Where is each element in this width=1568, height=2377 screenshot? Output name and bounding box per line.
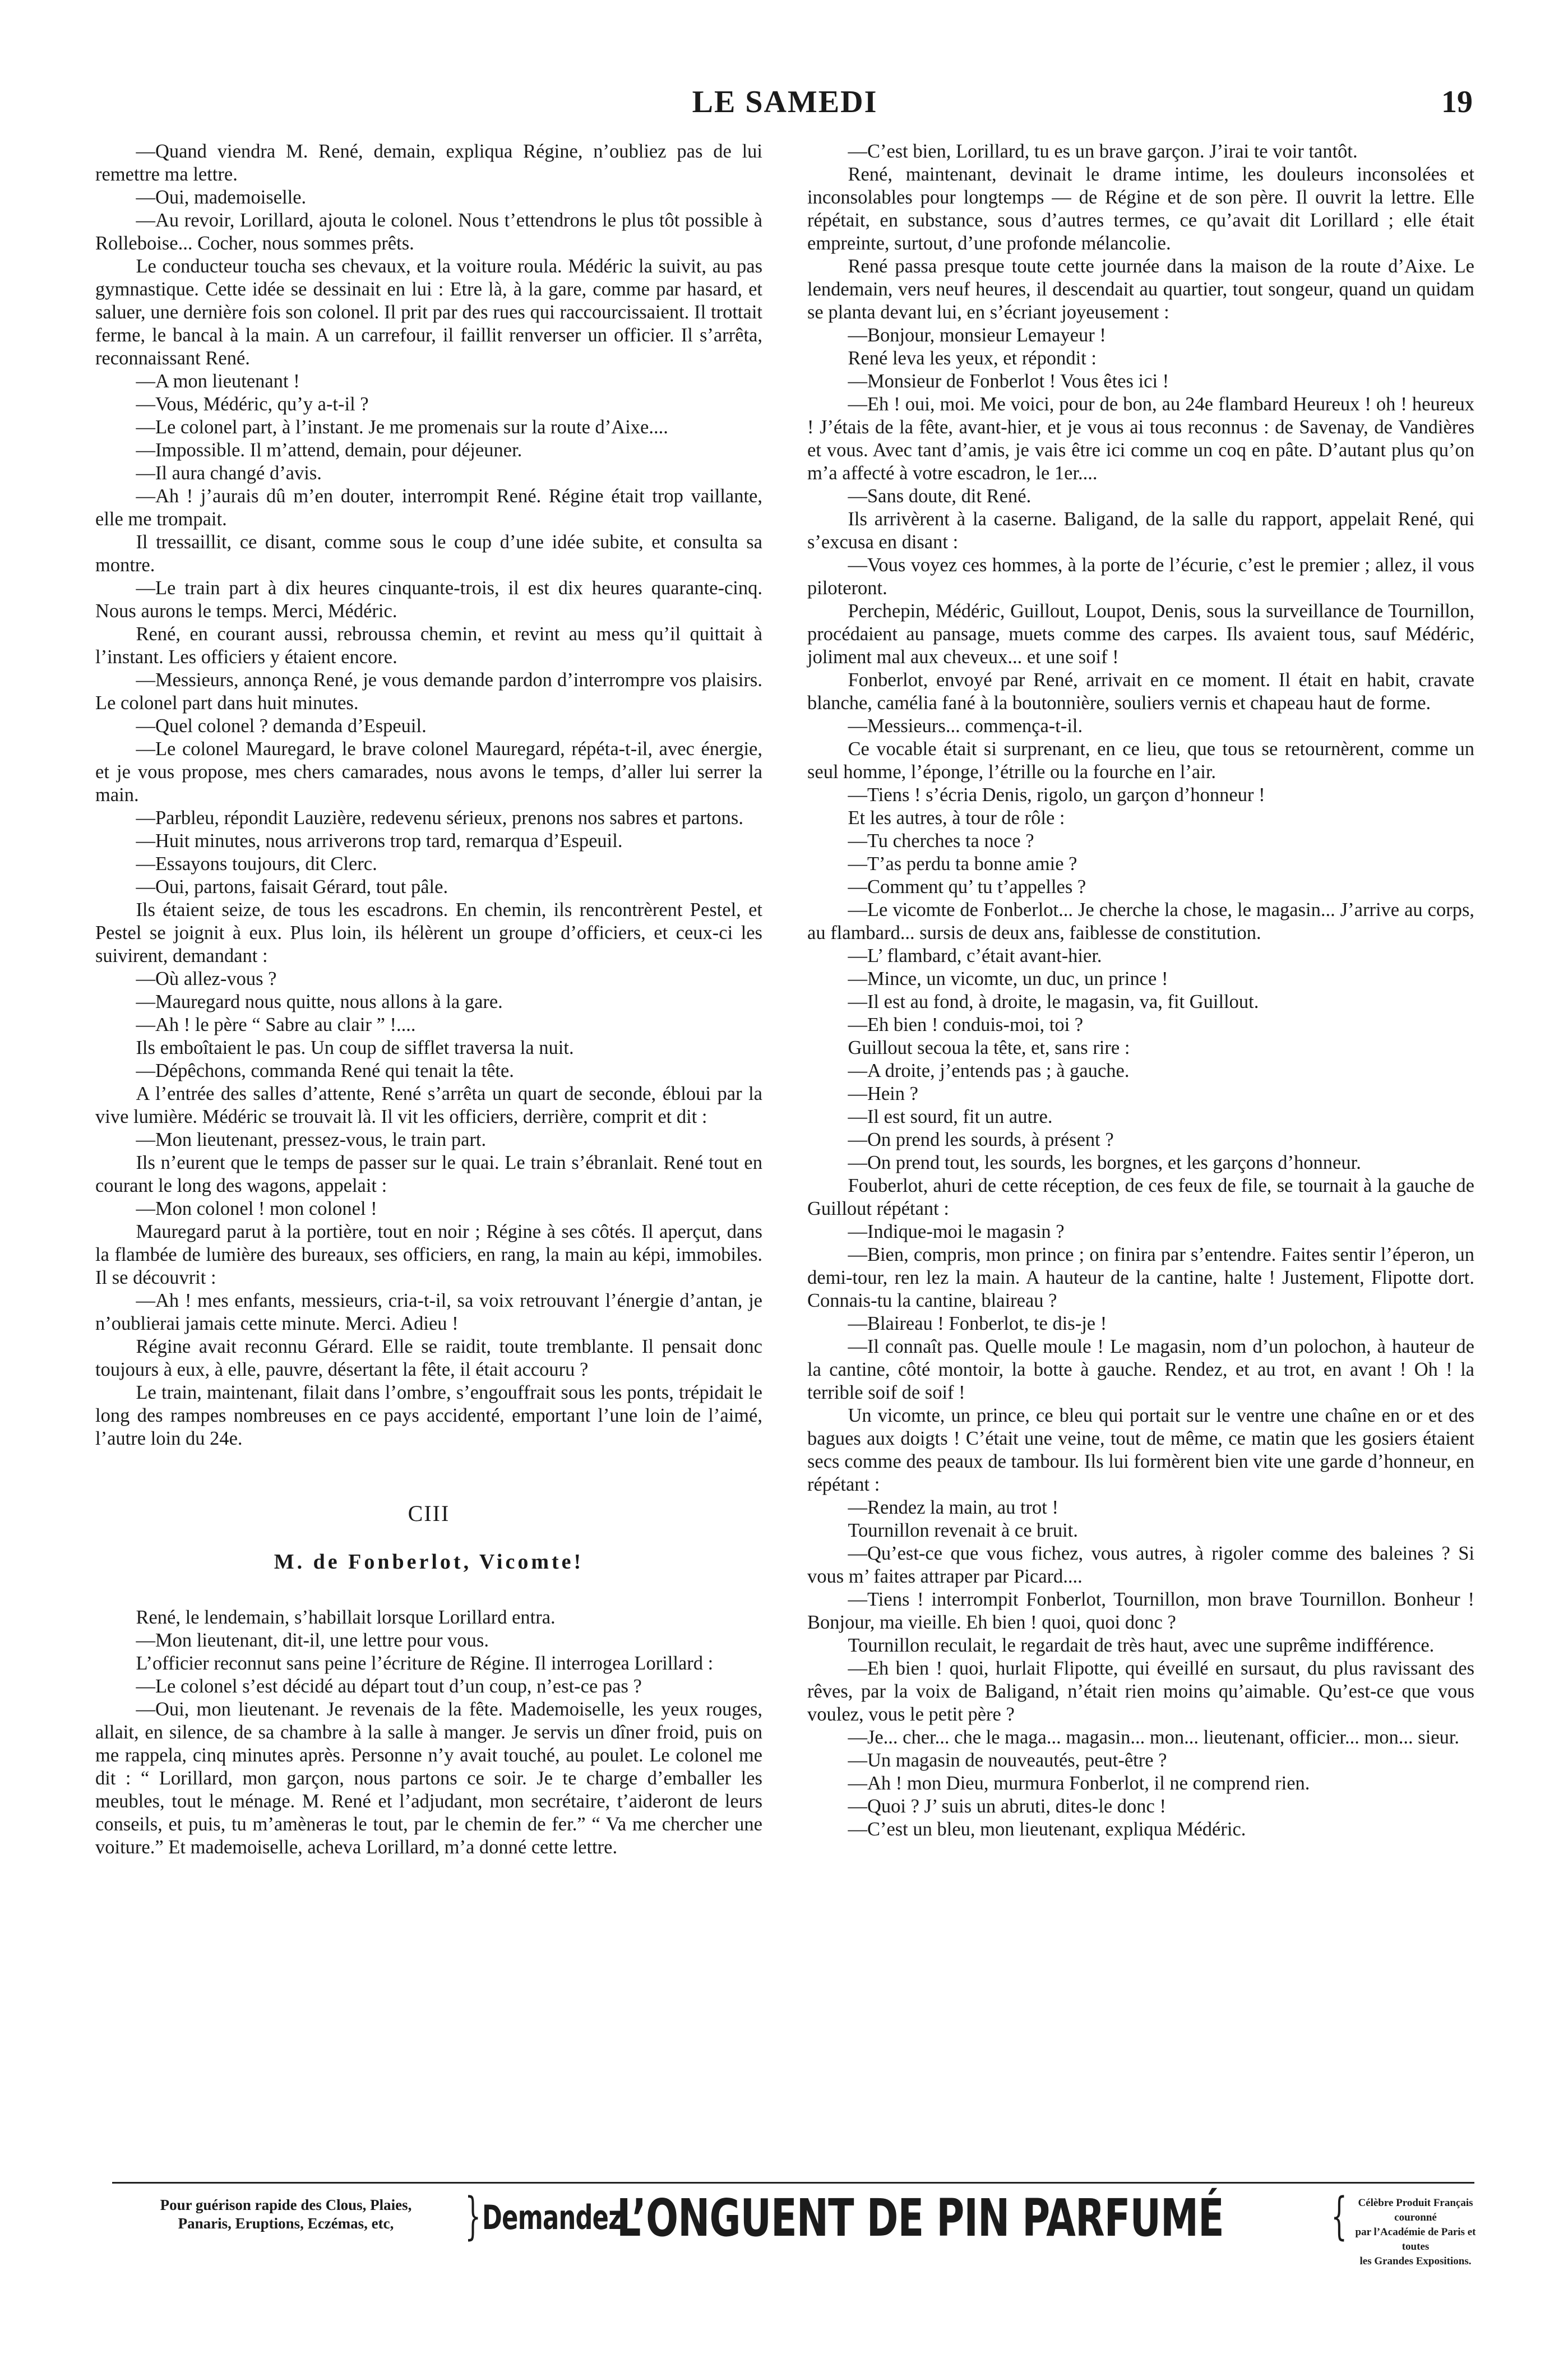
paragraph: —Quoi ? J’ suis un abruti, dites-le donc ! bbox=[848, 1796, 1166, 1817]
paragraph: Et les autres, à tour de rôle : bbox=[848, 807, 1065, 829]
advert-left-line: Pour guérison rapide des Clous, Plaies, bbox=[160, 2196, 412, 2213]
paragraph: —Eh ! oui, moi. Me voici, pour de bon, au 24e flambard Heureux ! oh ! heureux ! J’étais de la fête, avant-hier, et je vous ai tous reconnus : de Savenay, de Vandières et vous. Avec tant d’amis, je vais être ici comme un coq en pâte. D’autant plus qu’on m’a affecté à votre escadron, le 1er.... bbox=[807, 394, 1474, 484]
paragraph: —Mon lieutenant, pressez-vous, le train part. bbox=[136, 1129, 487, 1150]
paragraph: —Ah ! mes enfants, messieurs, cria-t-il, sa voix retrouvant l’énergie d’antan, je n’oublierai jamais cette minute. Merci. Adieu ! bbox=[95, 1290, 762, 1334]
paragraph: —Tiens ! s’écria Denis, rigolo, un garçon d’honneur ! bbox=[848, 784, 1265, 806]
paragraph: —Hein ? bbox=[848, 1083, 918, 1104]
paragraph: —Indique-moi le magasin ? bbox=[848, 1221, 1065, 1242]
paragraph: Fouberlot, ahuri de cette réception, de ces feux de file, se tournait à la gauche de Guillout répétant : bbox=[807, 1175, 1474, 1219]
paragraph: —Oui, partons, faisait Gérard, tout pâle. bbox=[136, 876, 448, 898]
paragraph: —Mince, un vicomte, un duc, un prince ! bbox=[848, 968, 1168, 989]
paragraph: Régine avait reconnu Gérard. Elle se raidit, toute tremblante. Il pensait donc toujours à eux, à elle, pauvre, désertant la fête, il était accouru ? bbox=[95, 1336, 762, 1380]
paragraph: L’officier reconnut sans peine l’écriture de Régine. Il interrogea Lorillard : bbox=[136, 1653, 714, 1674]
running-head bbox=[0, 84, 1568, 123]
paragraph: —Ah ! j’aurais dû m’en douter, interrompit René. Régine était trop vaillante, elle me trompait. bbox=[95, 485, 762, 530]
paragraph: Ils arrivèrent à la caserne. Baligand, de la salle du rapport, appelait René, qui s’excusa en disant : bbox=[807, 508, 1474, 553]
paragraph: —Vous, Médéric, qu’y a-t-il ? bbox=[136, 394, 369, 415]
paragraph: —Il est sourd, fit un autre. bbox=[848, 1106, 1053, 1127]
paragraph: René, maintenant, devinait le drame intime, les douleurs inconsolées et inconsolables pour longtemps — de Régine et de son père. Il ouvrit la lettre. Elle répétait, en substance, sous d’autres termes, ce qu’avait dit Lorillard ; elle était empreinte, surtout, d’une profonde mélancolie. bbox=[807, 164, 1474, 254]
paragraph: —L’ flambard, c’était avant-hier. bbox=[848, 945, 1102, 966]
paragraph: Il tressaillit, ce disant, comme sous le coup d’une idée subite, et consulta sa montre. bbox=[95, 531, 762, 576]
paragraph: —Mauregard nous quitte, nous allons à la gare. bbox=[136, 991, 503, 1012]
advert-right-line: par l’Académie de Paris et toutes bbox=[1355, 2226, 1476, 2253]
chapter-title: M. de Fonberlot, Vicomte! bbox=[274, 1550, 584, 1574]
page-number: 19 bbox=[1441, 85, 1473, 119]
advert-award bbox=[1348, 2196, 1483, 2269]
paragraph: —Dépêchons, commanda René qui tenait la tête. bbox=[136, 1060, 514, 1081]
paragraph: René, le lendemain, s’habillait lorsque Lorillard entra. bbox=[136, 1607, 556, 1628]
paragraph: Ils n’eurent que le temps de passer sur le quai. Le train s’ébranlait. René tout en courant le long des wagons, appelait : bbox=[95, 1152, 762, 1196]
paragraph: —Rendez la main, au trot ! bbox=[848, 1497, 1058, 1518]
paragraph: Le conducteur toucha ses chevaux, et la voiture roula. Médéric la suivit, au pas gymnastique. Cette idée se dessinait en lui : Etre là, à la gare, comme par hasard, et saluer, une dernière fois son colonel. Il prit par des rues qui raccourcissaient. Il trottait ferme, le bancal à la main. A un carrefour, il faillit renverser un officier. Il s’arrêta, reconnaissant René. bbox=[95, 256, 762, 369]
left-column-text bbox=[95, 140, 762, 1450]
paragraph: —Comment qu’ tu t’appelles ? bbox=[848, 876, 1086, 898]
advert-left-line: Panaris, Eruptions, Eczémas, etc, bbox=[178, 2215, 394, 2232]
paragraph: Tournillon revenait à ce bruit. bbox=[848, 1520, 1078, 1541]
right-column bbox=[807, 140, 1474, 1841]
paragraph: Perchepin, Médéric, Guillout, Loupot, Denis, sous la surveillance de Tournillon, procédaient au pansage, muets comme des carpes. Ils avaient tous, sauf Médéric, joliment mal aux cheveux... et une soif ! bbox=[807, 600, 1474, 668]
brace-left-icon: } bbox=[465, 2187, 481, 2246]
paragraph: —Le train part à dix heures cinquante-trois, il est dix heures quarante-cinq. Nous aurons le temps. Merci, Médéric. bbox=[95, 577, 762, 622]
paragraph: Tournillon reculait, le regardait de très haut, avec une suprême indifférence. bbox=[848, 1635, 1435, 1656]
paragraph: —Blaireau ! Fonberlot, te dis-je ! bbox=[848, 1313, 1107, 1334]
paragraph: —Essayons toujours, dit Clerc. bbox=[136, 853, 377, 875]
paragraph: —Il est au fond, à droite, le magasin, va, fit Guillout. bbox=[848, 991, 1259, 1012]
paragraph: —Je... cher... che le maga... magasin... mon... lieutenant, officier... mon... sieur. bbox=[848, 1727, 1460, 1748]
paragraph: Guillout secoua la tête, et, sans rire : bbox=[848, 1037, 1130, 1058]
paragraph: —Quand viendra M. René, demain, expliqua Régine, n’oubliez pas de lui remettre ma lettre. bbox=[95, 141, 762, 185]
advert-indications bbox=[112, 2196, 460, 2233]
paragraph: —Bonjour, monsieur Lemayeur ! bbox=[848, 325, 1106, 346]
paragraph: —Eh bien ! conduis-moi, toi ? bbox=[848, 1014, 1084, 1035]
paragraph: —Huit minutes, nous arriverons trop tard, remarqua d’Espeuil. bbox=[136, 830, 623, 852]
paragraph: —C’est un bleu, mon lieutenant, expliqua Médéric. bbox=[848, 1819, 1246, 1840]
paragraph: Mauregard parut à la portière, tout en noir ; Régine à ses côtés. Il aperçut, dans la flambée de lumière des bureaux, ses officiers, en rang, la main au képi, immobiles. Il se découvrit : bbox=[95, 1221, 762, 1288]
paragraph: —T’as perdu ta bonne amie ? bbox=[848, 853, 1077, 875]
right-column-text bbox=[807, 140, 1474, 1841]
paragraph: —On prend tout, les sourds, les borgnes, et les garçons d’honneur. bbox=[848, 1152, 1361, 1173]
paragraph: —Quel colonel ? demanda d’Espeuil. bbox=[136, 715, 427, 737]
paragraph: —Impossible. Il m’attend, demain, pour déjeuner. bbox=[136, 440, 522, 461]
chapter-number: CIII bbox=[408, 1501, 450, 1526]
paragraph: —Un magasin de nouveautés, peut-être ? bbox=[848, 1750, 1167, 1771]
paragraph: —Eh bien ! quoi, hurlait Flipotte, qui éveillé en sursaut, du plus ravissant des rêves, par la voix de Baligand, n’était rien moins qu’aimable. Qu’est-ce que vous voulez, vous le petit père ? bbox=[807, 1658, 1474, 1725]
paragraph: —Il connaît pas. Quelle moule ! Le magasin, nom d’un polochon, à hauteur de la cantine, côté montoir, la botte à gauche. Rendez, et au trot, en avant ! Oh ! la terrible soif de soif ! bbox=[807, 1336, 1474, 1403]
brace-right-icon: { bbox=[1331, 2187, 1347, 2246]
paragraph: —Messieurs, annonça René, je vous demande pardon d’interrompre vos plaisirs. Le colonel part dans huit minutes. bbox=[95, 669, 762, 714]
paragraph: —Qu’est-ce que vous fichez, vous autres, à rigoler comme des baleines ? Si vous m’ faites attraper par Picard.... bbox=[807, 1543, 1474, 1587]
paragraph: —Oui, mon lieutenant. Je revenais de la fête. Mademoiselle, les yeux rouges, allait, en silence, de sa chambre à la salle à manger. Je servis un dîner froid, puis on me rappela, cinq minutes après. Personne n’y avait touché, au poulet. Le colonel me dit : “ Lorillard, mon garçon, nous partons ce soir. Je te charge d’emballer les meubles, tout le ménage. M. René et l’adjudant, mon secrétaire, t’aideront de leurs conseils, et puis, tu m’amèneras le tout, par le chemin de fer.” “ Va me chercher une voiture.” Et mademoiselle, acheva Lorillard, m’a donné cette lettre. bbox=[95, 1699, 762, 1858]
paragraph: —Messieurs... commença-t-il. bbox=[848, 715, 1083, 737]
paragraph: Le train, maintenant, filait dans l’ombre, s’engouffrait sous les ponts, trépidait le long des rampes nombreuses en ce pays accidenté, emportant l’une loin de l’aimé, l’autre loin du 24e. bbox=[95, 1382, 762, 1449]
paragraph: A l’entrée des salles d’attente, René s’arrêta un quart de seconde, ébloui par la vive lumière. Médéric se trouvait là. Il vit les officiers, derrière, comprit et dit : bbox=[95, 1083, 762, 1127]
paragraph: —On prend les sourds, à présent ? bbox=[848, 1129, 1114, 1150]
paragraph: Ce vocable était si surprenant, en ce lieu, que tous se retournèrent, comme un seul homme, l’éponge, l’étrille ou la fourche en l’air. bbox=[807, 738, 1474, 783]
paragraph: René passa presque toute cette journée dans la maison de la route d’Aixe. Le lendemain, vers neuf heures, il descendait au quartier, tout songeur, quand un quidam se planta devant lui, en s’écriant joyeusement : bbox=[807, 256, 1474, 323]
paragraph: —A droite, j’entends pas ; à gauche. bbox=[848, 1060, 1130, 1081]
paragraph: —Monsieur de Fonberlot ! Vous êtes ici ! bbox=[848, 371, 1169, 392]
paragraph: Un vicomte, un prince, ce bleu qui portait sur le ventre une chaîne en or et des bagues aux doigts ! C’était une veine, tout de même, ce matin que les gosiers étaient secs comme des peaux de tambour. Ils lui formèrent bien vite une garde d’honneur, en répétant : bbox=[807, 1405, 1474, 1495]
paragraph: —Bien, compris, mon prince ; on finira par s’entendre. Faites sentir l’éperon, un demi-tour, ren lez la main. A hauteur de la cantine, halte ! Justement, Flipotte dort. Connais-tu la cantine, blaireau ? bbox=[807, 1244, 1474, 1311]
journal-title: LE SAMEDI bbox=[692, 85, 878, 119]
paragraph: René leva les yeux, et répondit : bbox=[848, 348, 1097, 369]
paragraph: —Oui, mademoiselle. bbox=[136, 187, 307, 208]
paragraph: —A mon lieutenant ! bbox=[136, 371, 300, 392]
paragraph: Ils étaient seize, de tous les escadrons. En chemin, ils rencontrèrent Pestel, et Pestel se joignit à eux. Plus loin, ils hélèrent un groupe d’officiers, et ceux-ci les suivirent, demandant : bbox=[95, 899, 762, 966]
advert-product-name: L’ONGUENT DE PIN PARFUMÉ bbox=[617, 2188, 1224, 2248]
paragraph: —C’est bien, Lorillard, tu es un brave garçon. J’irai te voir tantôt. bbox=[848, 141, 1358, 162]
paragraph: —Ah ! mon Dieu, murmura Fonberlot, il ne comprend rien. bbox=[848, 1773, 1310, 1794]
advert-demandez: Demandez bbox=[482, 2198, 622, 2237]
paragraph: Ils emboîtaient le pas. Un coup de sifflet traversa la nuit. bbox=[136, 1037, 574, 1058]
paragraph: —Tiens ! interrompit Fonberlot, Tournillon, mon brave Tournillon. Bonheur ! Bonjour, ma vieille. Eh bien ! quoi, quoi donc ? bbox=[807, 1589, 1474, 1633]
paragraph: —Le colonel s’est décidé au départ tout d’un coup, n’est-ce pas ? bbox=[136, 1676, 642, 1697]
advert-right-line: Célèbre Produit Français couronné bbox=[1358, 2197, 1473, 2223]
paragraph: —Le colonel part, à l’instant. Je me promenais sur la route d’Aixe.... bbox=[136, 417, 668, 438]
paragraph: —Il aura changé d’avis. bbox=[136, 463, 322, 484]
paragraph: —Le colonel Mauregard, le brave colonel Mauregard, répéta-t-il, avec énergie, et je vous propose, mes chers camarades, nous avons le temps, d’aller lui serrer la main. bbox=[95, 738, 762, 806]
paragraph: —Parbleu, répondit Lauzière, redevenu sérieux, prenons nos sabres et partons. bbox=[136, 807, 743, 829]
paragraph: René, en courant aussi, rebroussa chemin, et revint au mess qu’il quittait à l’instant. Les officiers y étaient encore. bbox=[95, 623, 762, 668]
paragraph: Fonberlot, envoyé par René, arrivait en ce moment. Il était en habit, cravate blanche, camélia fané à la boutonnière, souliers vernis et chapeau haut de forme. bbox=[807, 669, 1474, 714]
advert-right-line: les Grandes Expositions. bbox=[1359, 2255, 1472, 2267]
left-column bbox=[95, 140, 762, 1859]
paragraph: —Au revoir, Lorillard, ajouta le colonel. Nous t’ettendrons le plus tôt possible à Rolleboise... Cocher, nous sommes prêts. bbox=[95, 210, 762, 254]
paragraph: —Ah ! le père “ Sabre au clair ” !.... bbox=[136, 1014, 416, 1035]
paragraph: —Mon colonel ! mon colonel ! bbox=[136, 1198, 377, 1219]
advertisement bbox=[112, 2182, 1476, 2267]
paragraph: —Sans doute, dit René. bbox=[848, 485, 1032, 507]
paragraph: —Tu cherches ta noce ? bbox=[848, 830, 1034, 852]
paragraph: —Où allez-vous ? bbox=[136, 968, 277, 989]
paragraph: —Vous voyez ces hommes, à la porte de l’écurie, c’est le premier ; allez, il vous piloteront. bbox=[807, 554, 1474, 599]
chapter-text bbox=[95, 1606, 762, 1859]
paragraph: —Mon lieutenant, dit-il, une lettre pour vous. bbox=[136, 1630, 489, 1651]
paragraph: —Le vicomte de Fonberlot... Je cherche la chose, le magasin... J’arrive au corps, au flambard... sursis de deux ans, faiblesse de constitution. bbox=[807, 899, 1474, 944]
